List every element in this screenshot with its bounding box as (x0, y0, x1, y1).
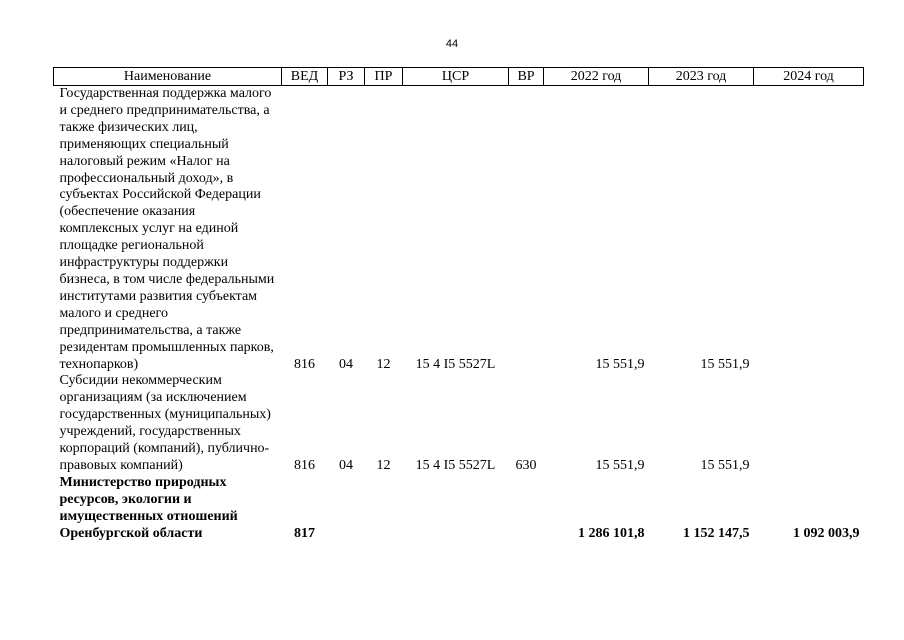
header-vr: ВР (509, 68, 544, 86)
header-pr: ПР (365, 68, 403, 86)
row-ved: 817 (294, 525, 315, 541)
row-rz: 04 (339, 457, 353, 473)
budget-table (53, 67, 864, 542)
row-vr (509, 475, 544, 543)
row-2022: 1 286 101,8 (578, 525, 645, 541)
row-pr (365, 475, 403, 543)
header-2024: 2024 год (754, 68, 864, 86)
row-name: Государственная поддержка малого и среднего предпринимательства, а также физических лиц, применяющих специальный налоговый режим «Налог на профессиональный доход», в субъектах Российской Федерации (обеспечение оказания комплексных услуг на единой площадке региональной инфраструктуры поддержки бизнеса, в том числе федеральными институтами развития субъектам малого и среднего предпринимательства, а также резидентам промышленных парков, технопарков) (59, 86, 275, 372)
row-ved: 816 (294, 457, 315, 473)
header-rz: РЗ (328, 68, 365, 86)
header-ved: ВЕД (282, 68, 328, 86)
header-2022: 2022 год (544, 68, 649, 86)
table-row (54, 373, 864, 474)
header-2023: 2023 год (649, 68, 754, 86)
row-name: Субсидии некоммерческим организациям (за исключением государственных (муниципальных) учреждений, государственных корпораций (компаний), публично-правовых компаний) (59, 373, 271, 473)
row-2023: 15 551,9 (700, 356, 750, 372)
header-csr: ЦСР (403, 68, 509, 86)
row-vr: 630 (515, 457, 537, 473)
row-2023: 15 551,9 (700, 457, 750, 473)
table-row (54, 475, 864, 543)
page-number: 44 (445, 38, 459, 50)
row-pr: 12 (376, 457, 391, 473)
row-2024: 1 092 003,9 (793, 525, 860, 541)
row-2024 (754, 373, 864, 474)
row-name: Министерство природных ресурсов, экологии и имущественных отношений Оренбургской области (59, 474, 238, 541)
row-2024 (754, 86, 864, 374)
row-rz: 04 (339, 356, 353, 372)
table-row (54, 86, 864, 374)
header-name: Наименование (54, 68, 282, 86)
row-ved: 816 (294, 356, 315, 372)
row-csr: 15 4 I5 5527L (415, 457, 496, 473)
row-2023: 1 152 147,5 (683, 525, 750, 541)
row-vr (509, 86, 544, 374)
row-2022: 15 551,9 (595, 356, 645, 372)
header-row (54, 68, 864, 86)
row-rz (328, 475, 365, 543)
row-pr: 12 (376, 356, 391, 372)
row-2022: 15 551,9 (595, 457, 645, 473)
row-csr: 15 4 I5 5527L (415, 356, 496, 372)
row-csr (403, 475, 509, 543)
